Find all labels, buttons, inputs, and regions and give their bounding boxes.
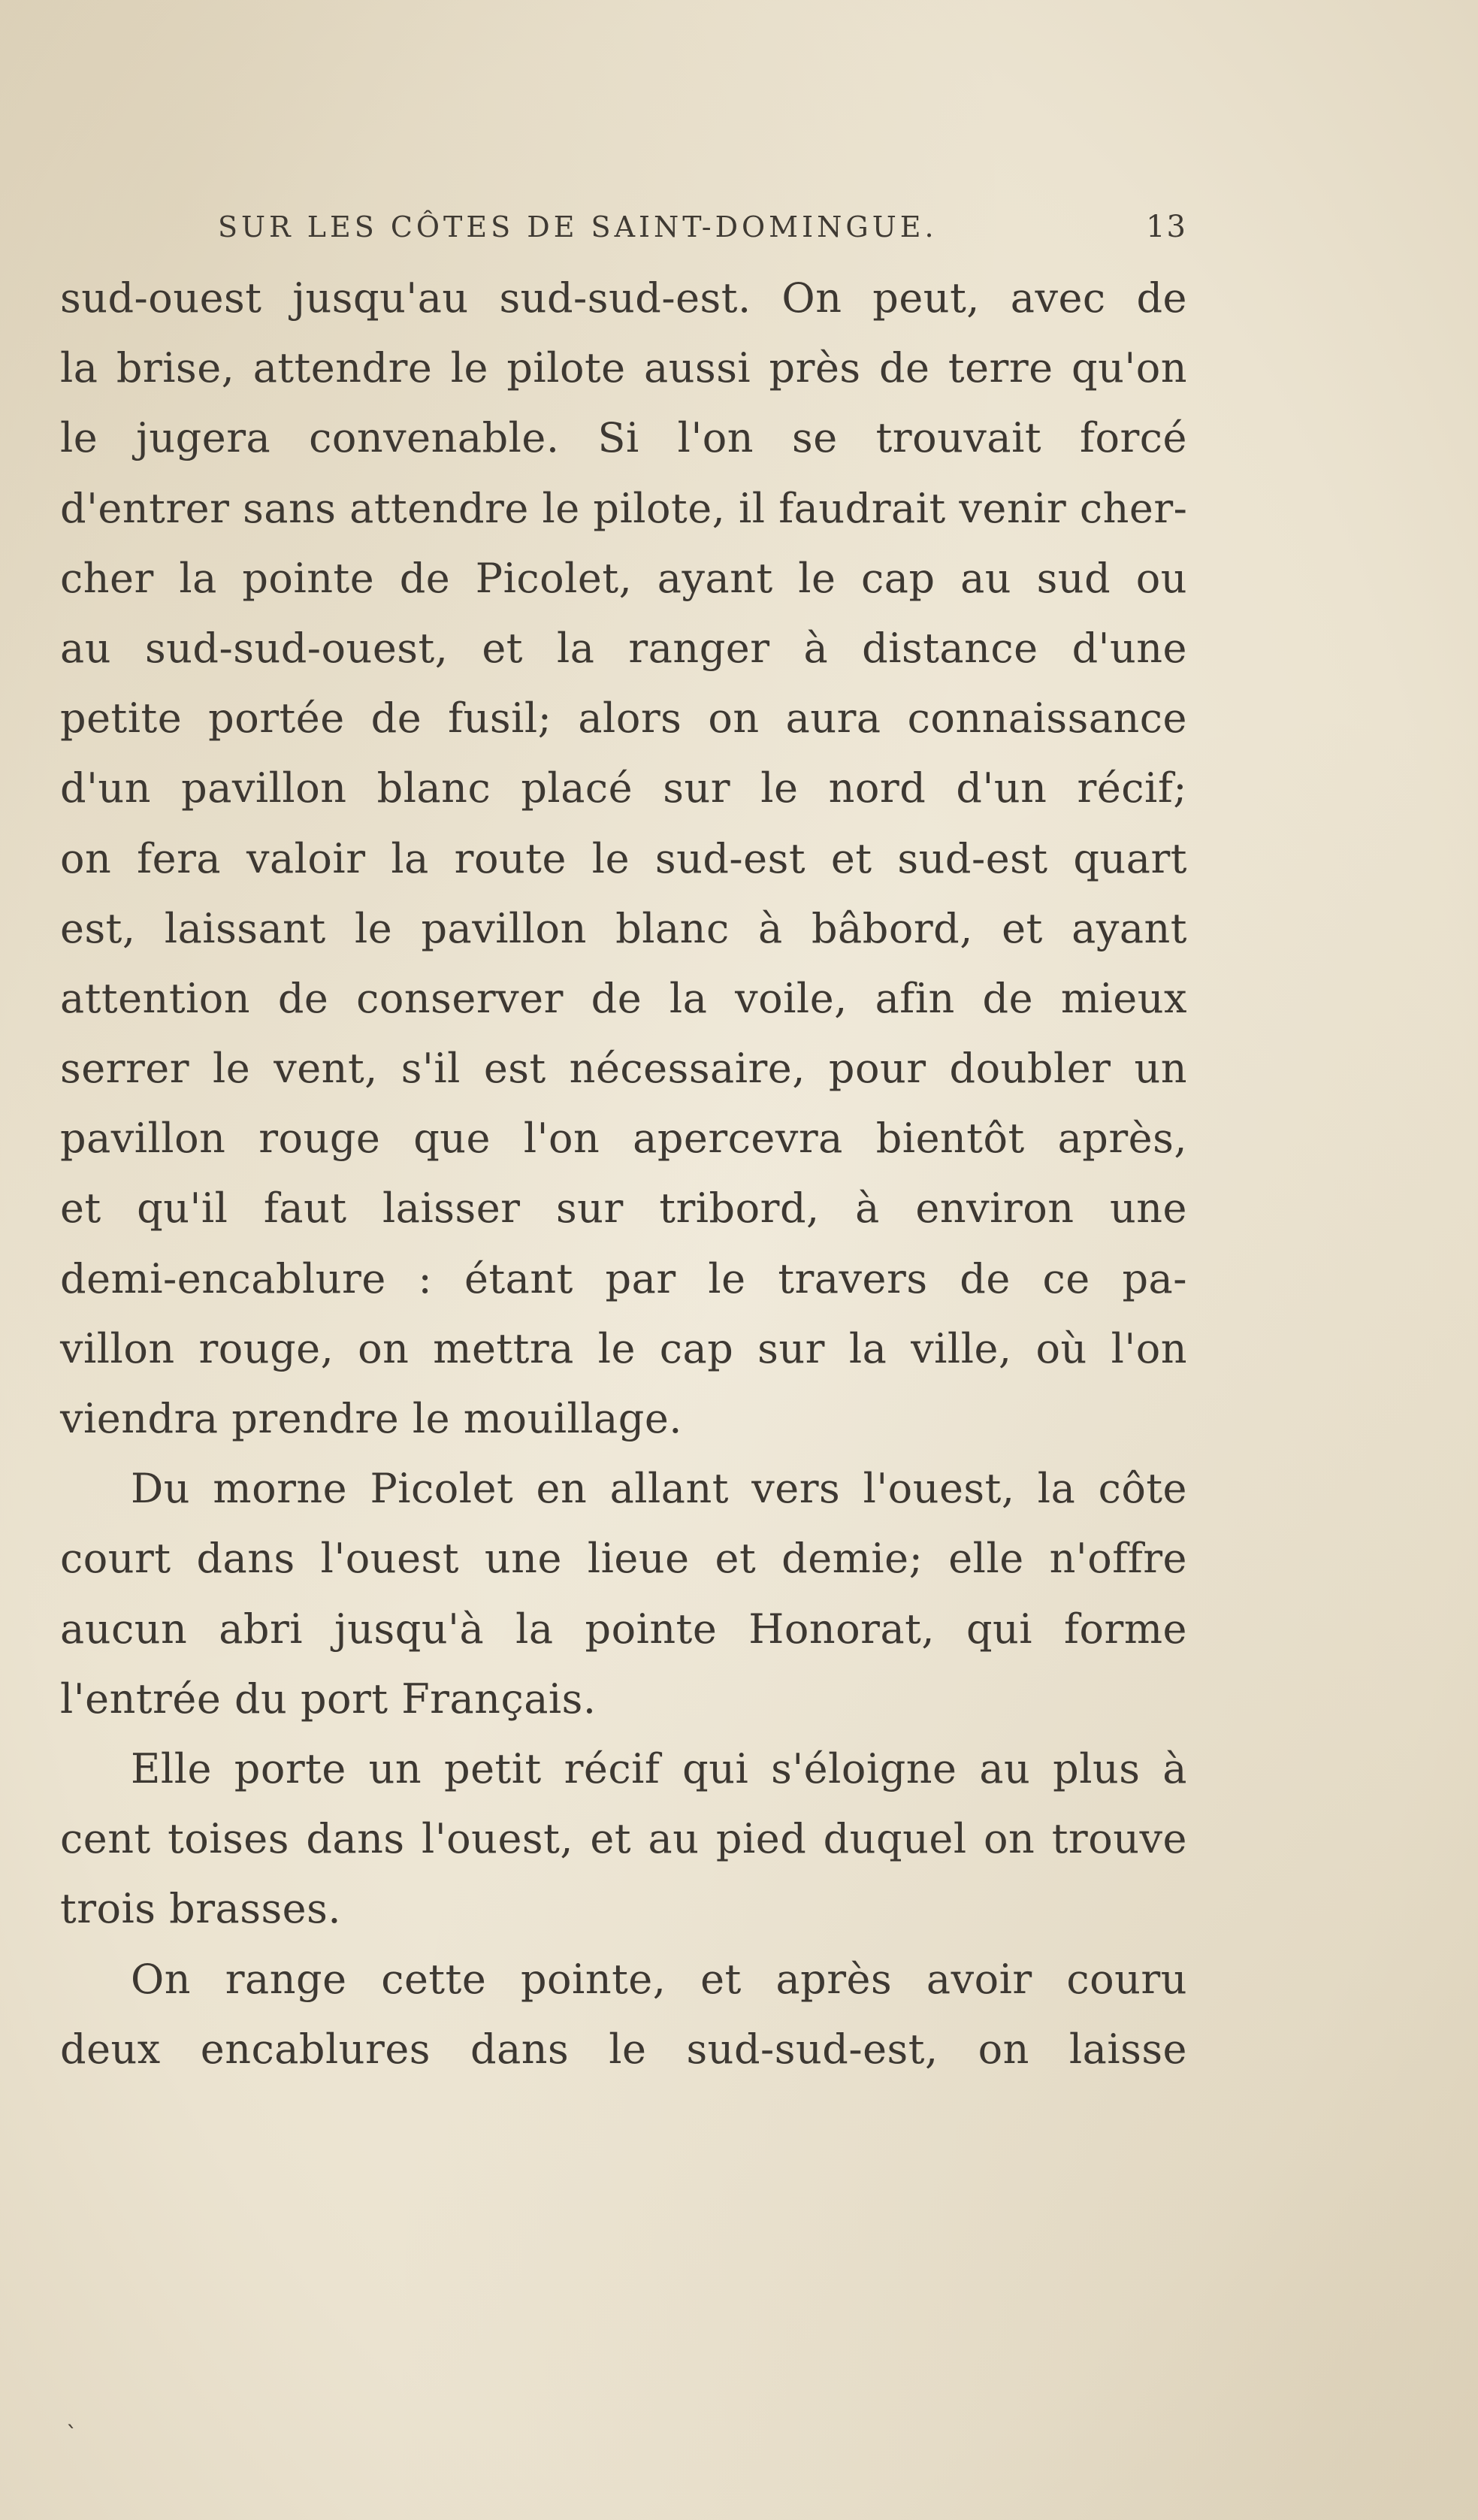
- text-line: la brise, attendre le pilote aussi près de terre qu'on: [60, 344, 1187, 392]
- text-line: d'un pavillon blanc placé sur le nord d'un récif;: [60, 764, 1187, 812]
- text-line: Elle porte un petit récif qui s'éloigne au plus à: [131, 1744, 1187, 1792]
- text-line: Du morne Picolet en allant vers l'ouest, la côte: [131, 1465, 1187, 1513]
- text-line: attention de conserver de la voile, afin de mieux: [60, 974, 1187, 1022]
- text-line: demi-encablure : étant par le travers de ce pa-: [60, 1254, 1187, 1302]
- text-line: cent toises dans l'ouest, et au pied duquel on trouve: [60, 1815, 1187, 1863]
- paragraph: [60, 1734, 1187, 1944]
- text-line: aucun abri jusqu'à la pointe Honorat, qui forme: [60, 1605, 1187, 1653]
- text-line: cher la pointe de Picolet, ayant le cap au sud ou: [60, 554, 1187, 602]
- running-head: [218, 204, 1187, 250]
- text-line: deux encablures dans le sud-sud-est, on laisse: [60, 2025, 1187, 2073]
- text-line: trois brasses.: [60, 1885, 342, 1933]
- text-line: villon rouge, on mettra le cap sur la ville, où l'on: [60, 1324, 1187, 1372]
- text-line: sud-ouest jusqu'au sud-sud-est. On peut, avec de: [60, 274, 1187, 322]
- body-text: [60, 263, 1187, 2084]
- text-line: court dans l'ouest une lieue et demie; elle n'offre: [60, 1535, 1187, 1583]
- text-line: l'entrée du port Français.: [60, 1674, 597, 1723]
- text-line: au sud-sud-ouest, et la ranger à distance d'une: [60, 624, 1187, 672]
- ink-speck-mark: ˎ: [66, 2403, 77, 2429]
- text-line: et qu'il faut laisser sur tribord, à environ une: [60, 1184, 1187, 1233]
- text-line: serrer le vent, s'il est nécessaire, pour doubler un: [60, 1045, 1187, 1093]
- text-line: le jugera convenable. Si l'on se trouvait forcé: [60, 414, 1187, 462]
- text-line: petite portée de fusil; alors on aura connaissance: [60, 694, 1187, 743]
- text-line: est, laissant le pavillon blanc à bâbord, et ayant: [60, 904, 1187, 952]
- text-line: on fera valoir la route le sud-est et sud-est quart: [60, 834, 1187, 882]
- page-number: 13: [1146, 210, 1187, 244]
- text-line: pavillon rouge que l'on apercevra bientôt après,: [60, 1115, 1187, 1163]
- text-line: On range cette pointe, et après avoir couru: [131, 1955, 1187, 2003]
- paragraph: [60, 263, 1187, 1454]
- paragraph: [60, 1944, 1187, 2084]
- running-title: SUR LES CÔTES DE SAINT-DOMINGUE.: [218, 210, 938, 244]
- paragraph: [60, 1454, 1187, 1734]
- text-line: d'entrer sans attendre le pilote, il faudrait venir cher-: [60, 484, 1188, 532]
- text-line: viendra prendre le mouillage.: [60, 1395, 682, 1442]
